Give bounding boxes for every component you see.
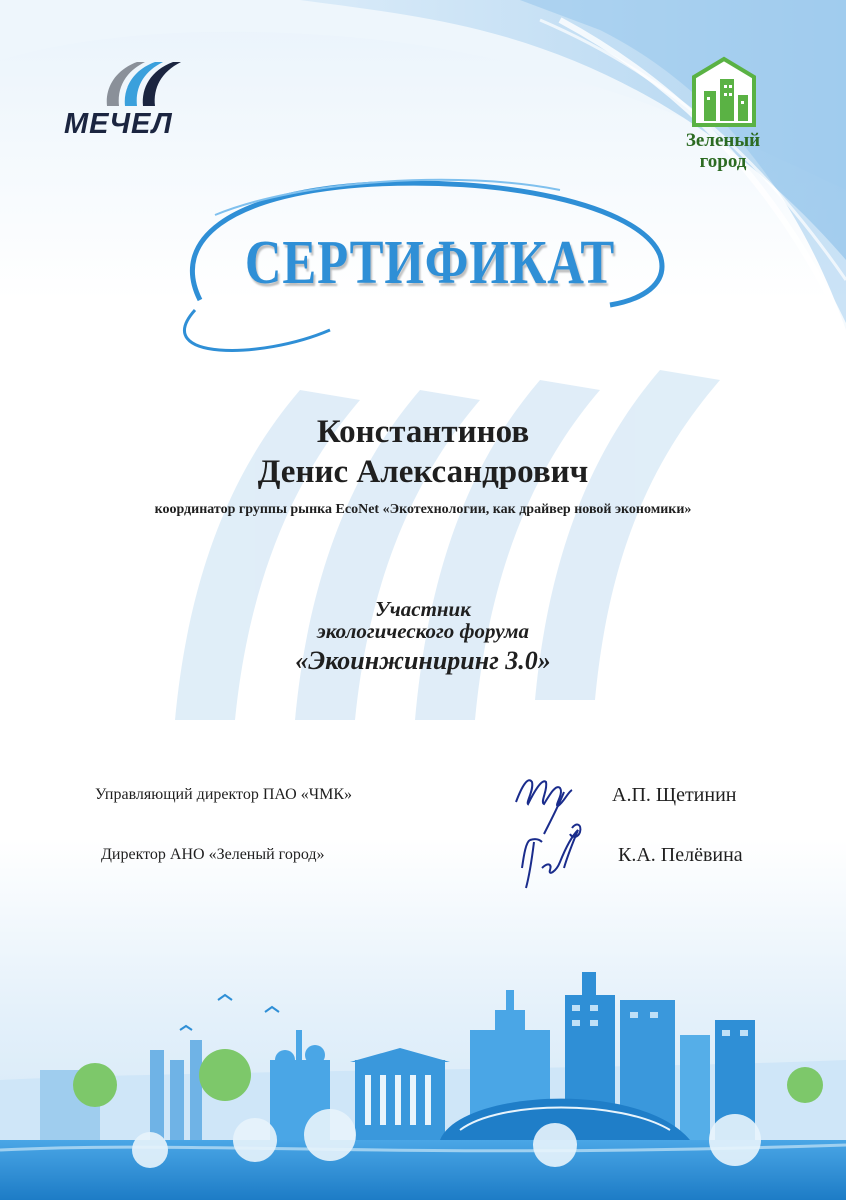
certificate-title: СЕРТИФИКАТ (244, 229, 616, 297)
participation-text (160, 598, 686, 678)
recipient-role: координатор группы рынка EcoNet «Экотехнологии, как драйвер новой экономики» (154, 502, 692, 517)
recipient-surname: Константинов (316, 414, 530, 450)
signatory-name: К.А. Пелёвина (618, 844, 743, 866)
signature-2-icon (512, 818, 592, 898)
participation-line1: Участник (375, 597, 471, 621)
signatory-name: А.П. Щетинин (612, 784, 737, 806)
signatory-row (0, 786, 846, 816)
participation-line2: экологического форума (317, 619, 529, 643)
recipient-given-names: Денис Александрович (257, 454, 589, 490)
green-city-line2: город (699, 151, 747, 172)
green-city-line1: Зеленый (685, 130, 761, 151)
mechel-logo-text: МЕЧЕЛ (64, 108, 173, 140)
mechel-stripes-icon (95, 58, 190, 108)
green-city-building-icon (688, 55, 760, 127)
recipient-name (100, 412, 746, 492)
signatory-position: Директор АНО «Зеленый город» (101, 846, 325, 863)
event-name: «Экоинжиниринг 3.0» (295, 646, 551, 675)
green-city-logo-text (668, 130, 778, 172)
signatory-row (0, 846, 846, 876)
signatory-position: Управляющий директор ПАО «ЧМК» (95, 786, 352, 803)
